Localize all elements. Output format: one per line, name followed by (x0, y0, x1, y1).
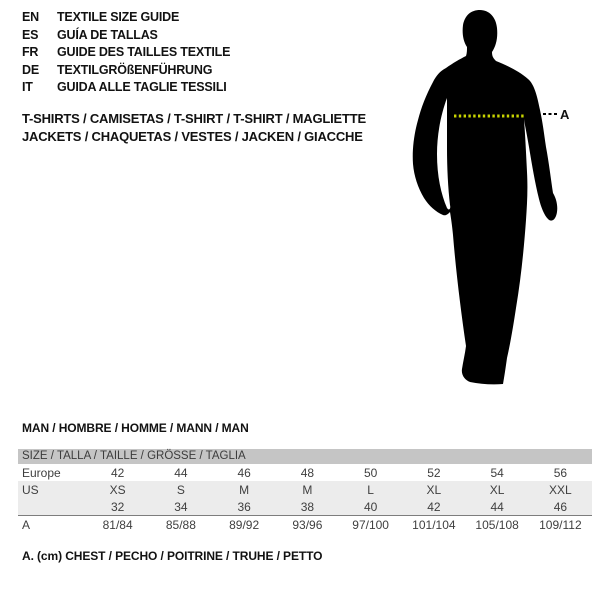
size-value: 105/108 (475, 517, 519, 532)
size-table (18, 449, 592, 533)
language-list (22, 9, 230, 97)
size-value: 97/100 (352, 517, 389, 532)
category-list (22, 110, 366, 145)
size-value: 85/88 (165, 517, 196, 532)
size-value: 101/104 (412, 517, 456, 532)
language-row (22, 79, 230, 97)
size-value: XL (426, 482, 442, 497)
man-silhouette-shape (413, 10, 558, 384)
size-value: 44 (174, 465, 188, 480)
gender-section-title: MAN / HOMBRE / HOMME / MANN / MAN (22, 421, 249, 435)
size-value: S (176, 482, 185, 497)
size-value: 44 (490, 499, 504, 514)
size-value: 42 (110, 465, 125, 480)
size-value: 89/92 (229, 517, 260, 532)
language-code: IT (22, 80, 33, 95)
size-value: 40 (363, 499, 378, 514)
language-label: TEXTILGRÖßENFÜHRUNG (57, 62, 213, 77)
man-figure (400, 0, 600, 400)
language-row (22, 44, 230, 62)
size-value: 54 (490, 465, 504, 480)
size-value: 48 (300, 465, 315, 480)
language-code: DE (22, 62, 39, 77)
row-label: A (22, 517, 31, 532)
size-value: 32 (110, 499, 125, 514)
table-row (18, 498, 592, 515)
size-value: 42 (427, 499, 441, 514)
chest-measure-label: A (560, 107, 570, 122)
size-value: 34 (174, 499, 188, 514)
size-value: M (239, 482, 250, 497)
size-value: 46 (553, 499, 568, 514)
language-label: GUIDA ALLE TAGLIE TESSILI (57, 80, 227, 95)
language-label: GUIDE DES TAILLES TEXTILE (57, 45, 231, 60)
language-code: EN (22, 10, 39, 24)
measurement-footnote: A. (cm) CHEST / PECHO / POITRINE / TRUHE / PETTO (22, 549, 323, 563)
category-line: JACKETS / CHAQUETAS / VESTES / JACKEN / GIACCHE (22, 128, 363, 144)
row-label: US (22, 482, 39, 497)
size-value: XXL (549, 482, 572, 497)
table-row (18, 481, 592, 498)
size-value: XL (489, 482, 505, 497)
size-value: 38 (300, 499, 315, 514)
table-row (18, 515, 592, 533)
size-value: 109/112 (539, 517, 582, 532)
table-row (18, 464, 592, 481)
man-silhouette-icon (400, 0, 600, 400)
language-label: GUÍA DE TALLAS (57, 27, 158, 42)
language-row (22, 9, 230, 27)
size-value: 93/96 (292, 517, 323, 532)
size-value: XS (109, 482, 126, 497)
size-value: L (367, 482, 374, 497)
language-code: FR (22, 45, 39, 60)
size-value: 52 (427, 465, 441, 480)
size-value: 50 (363, 465, 378, 480)
language-label: TEXTILE SIZE GUIDE (57, 10, 180, 24)
category-line: T-SHIRTS / CAMISETAS / T-SHIRT / T-SHIRT / MAGLIETTE (22, 111, 366, 126)
size-value: 81/84 (102, 517, 133, 532)
size-value: 36 (237, 499, 251, 514)
size-value: 56 (553, 465, 568, 480)
size-value: M (302, 482, 313, 497)
size-table-header: SIZE / TALLA / TAILLE / GRÖSSE / TAGLIA (18, 449, 592, 464)
size-value: 46 (237, 465, 251, 480)
row-label: Europe (22, 465, 61, 480)
language-row (22, 62, 230, 80)
size-table-rows (18, 464, 592, 533)
language-row (22, 27, 230, 45)
language-code: ES (22, 27, 39, 42)
